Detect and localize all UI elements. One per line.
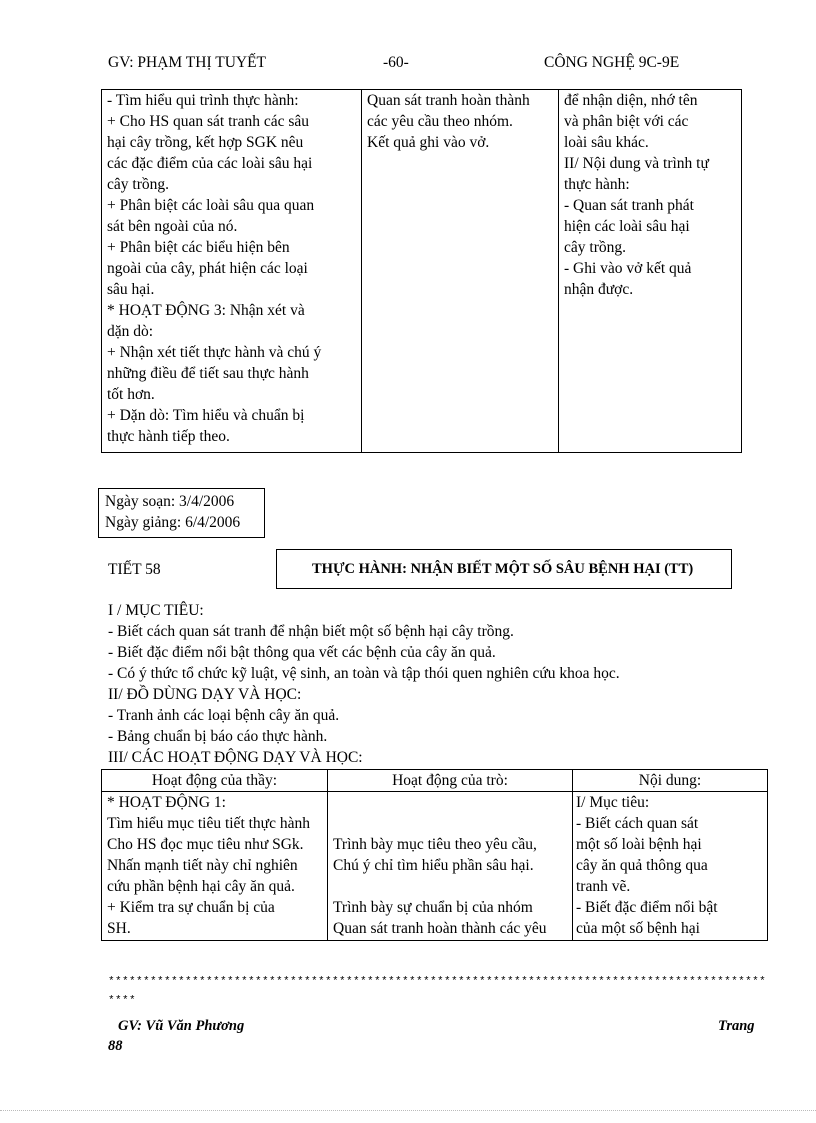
teacher-activity-line: sát bên ngoài của nó.: [107, 218, 238, 235]
section-activities-heading: III/ CÁC HOẠT ĐỘNG DẠY VÀ HỌC:: [108, 749, 363, 766]
content-line: - Biết cách quan sát: [576, 815, 699, 832]
teacher-activity-line: sâu hại.: [107, 281, 155, 298]
content-line: tranh vẽ.: [576, 878, 631, 895]
separator-stars: **********************************************************************************************: [108, 976, 767, 988]
teacher-activity-line: - Tìm hiểu qui trình thực hành:: [107, 92, 299, 109]
objective-line: - Biết đặc điểm nổi bật thông qua vết các bệnh của cây ăn quả.: [108, 644, 496, 661]
objective-line: - Biết cách quan sát tranh để nhận biết một số bệnh hại cây trồng.: [108, 623, 514, 640]
teacher-activity-line: SH.: [107, 920, 131, 937]
student-activity-line: [333, 876, 572, 897]
material-line: - Tranh ảnh các loại bệnh cây ăn quả.: [108, 707, 340, 724]
teacher-activity-line: tốt hơn.: [107, 386, 155, 403]
teacher-activity-line: + Dặn dò: Tìm hiểu và chuẩn bị: [107, 407, 305, 424]
content-line: - Quan sát tranh phát: [564, 197, 694, 214]
teacher-activity-line: + Kiểm tra sự chuẩn bị của: [107, 899, 275, 916]
content-line: để nhận diện, nhớ tên: [564, 92, 698, 109]
content-line: - Biết đặc điểm nổi bật: [576, 899, 718, 916]
teacher-activity-line: Tìm hiểu mục tiêu tiết thực hành: [107, 815, 310, 832]
header-teacher: GV: PHẠM THỊ TUYẾT: [108, 54, 267, 71]
student-activity-lines: [367, 90, 558, 153]
teacher-activity-line: các đặc điểm của các loài sâu hại: [107, 155, 313, 172]
lesson-title: THỰC HÀNH: NHẬN BIẾT MỘT SỐ SÂU BỆNH HẠI (TT): [312, 561, 694, 577]
student-activity-line: Trình bày sự chuẩn bị của nhóm: [333, 899, 533, 916]
objective-line: - Có ý thức tổ chức kỹ luật, vệ sinh, an toàn và tập thói quen nghiên cứu khoa học.: [108, 665, 620, 682]
content-cell: [573, 792, 768, 941]
content-lines: [576, 792, 767, 939]
content-line: cây ăn quả thông qua: [576, 857, 708, 874]
student-activity-line: Quan sát tranh hoàn thành các yêu: [333, 920, 547, 937]
teacher-activity-line: + Phân biệt các loài sâu qua quan: [107, 197, 315, 214]
section-objectives-heading: I / MỤC TIÊU:: [108, 602, 204, 619]
teacher-activity-line: ngoài của cây, phát hiện các loại: [107, 260, 308, 277]
teacher-activity-line: + Phân biệt các biểu hiện bên: [107, 239, 290, 256]
content-line: một số loài bệnh hại: [576, 836, 702, 853]
teacher-activity-line: * HOẠT ĐỘNG 3: Nhận xét và: [107, 302, 305, 319]
content-line: I/ Mục tiêu:: [576, 794, 650, 811]
content-line: cây trồng.: [564, 239, 626, 256]
teacher-activity-line: * HOẠT ĐỘNG 1:: [107, 794, 226, 811]
teacher-activity-line: dặn dò:: [107, 323, 154, 340]
student-activity-line: Kết quả ghi vào vở.: [367, 134, 490, 151]
student-activity-line: [333, 813, 572, 834]
lesson-body: [108, 600, 620, 768]
separator-stars-continued: ****: [108, 995, 137, 1007]
teacher-activity-cell: [102, 90, 362, 453]
teacher-activity-line: + Cho HS quan sát tranh các sâu: [107, 113, 310, 130]
teacher-activity-line: cây trồng.: [107, 176, 169, 193]
footer-page-number: 88: [108, 1038, 123, 1054]
teacher-activity-line: hại cây trồng, kết hợp SGK nêu: [107, 134, 304, 151]
content-line: hiện các loài sâu hại: [564, 218, 690, 235]
teacher-activity-line: + Nhận xét tiết thực hành và chú ý: [107, 344, 322, 361]
material-line: - Bảng chuẩn bị báo cáo thực hành.: [108, 728, 328, 745]
page-bottom-divider: [0, 1110, 816, 1111]
header-teacher-activity: Hoạt động của thầy:: [102, 770, 328, 792]
student-activity-lines: [333, 792, 572, 939]
footer-author: GV: Vũ Văn Phương: [118, 1018, 245, 1034]
date-taught: Ngày giảng: 6/4/2006: [105, 514, 241, 531]
student-activity-line: Chú ý chỉ tìm hiểu phần sâu hại.: [333, 857, 534, 874]
footer-page-label: Trang: [718, 1018, 755, 1034]
content-line: loài sâu khác.: [564, 134, 649, 151]
teacher-activity-line: Cho HS đọc mục tiêu như SGk.: [107, 836, 304, 853]
header-content: Nội dung:: [573, 770, 768, 792]
header-subject: CÔNG NGHỆ 9C-9E: [544, 54, 680, 71]
content-line: của một số bệnh hại: [576, 920, 700, 937]
content-line: và phân biệt với các: [564, 113, 689, 130]
header-student-activity: Hoạt động của trò:: [328, 770, 573, 792]
teacher-activity-line: Nhấn mạnh tiết này chỉ nghiên: [107, 857, 298, 874]
teacher-activity-line: thực hành tiếp theo.: [107, 428, 230, 445]
header-page-number: -60-: [383, 54, 409, 71]
activity-table: [101, 769, 768, 941]
teacher-activity-cell: [102, 792, 328, 941]
content-line: - Ghi vào vở kết quả: [564, 260, 692, 277]
content-line: nhận được.: [564, 281, 634, 298]
teacher-activity-lines: [107, 90, 361, 447]
student-activity-line: [333, 792, 572, 813]
lesson-number: TIẾT 58: [108, 561, 161, 578]
content-cell: [559, 90, 742, 453]
student-activity-line: các yêu cầu theo nhóm.: [367, 113, 513, 130]
teacher-activity-line: những điều để tiết sau thực hành: [107, 365, 309, 382]
content-line: II/ Nội dung và trình tự: [564, 155, 709, 172]
student-activity-cell: [328, 792, 573, 941]
content-line: thực hành:: [564, 176, 630, 193]
content-lines: [564, 90, 741, 300]
activity-table-continued: [101, 89, 742, 453]
dates-box: [98, 488, 265, 538]
student-activity-cell: [362, 90, 559, 453]
section-materials-heading: II/ ĐỒ DÙNG DẠY VÀ HỌC:: [108, 686, 302, 703]
teacher-activity-lines: [107, 792, 327, 939]
student-activity-line: Trình bày mục tiêu theo yêu cầu,: [333, 836, 537, 853]
date-prepared: Ngày soạn: 3/4/2006: [105, 493, 235, 510]
student-activity-line: Quan sát tranh hoàn thành: [367, 92, 530, 109]
teacher-activity-line: cứu phần bệnh hại cây ăn quả.: [107, 878, 295, 895]
